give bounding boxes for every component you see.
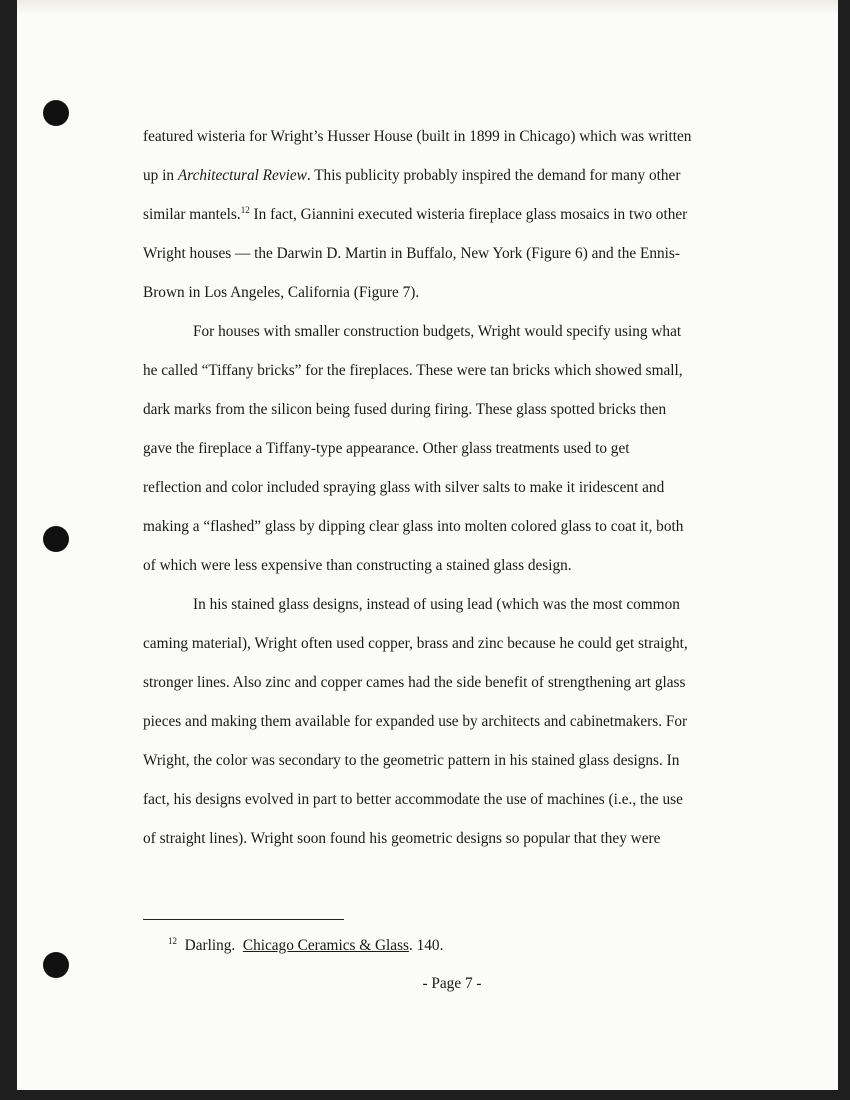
paragraph-first-line: For houses with smaller construction budgets, Wright would specify using what [193, 323, 682, 340]
text-line: of straight lines). Wright soon found his geometric designs so popular that they were [143, 830, 661, 847]
footnote [168, 937, 443, 955]
paragraph-first-line: In his stained glass designs, instead of using lead (which was the most common [193, 596, 680, 613]
body-text [143, 117, 755, 858]
text-line: similar mantels.$^{12}$ In fact, Giannini executed wisteria fireplace glass mosaics in two other [143, 205, 688, 223]
text-line: Brown in Los Angeles, California (Figure 7). [143, 284, 420, 301]
footnote-title: Chicago Ceramics & Glass [242, 937, 409, 954]
text-line: of which were less expensive than constructing a stained glass design. [143, 557, 572, 574]
text-line: fact, his designs evolved in part to better accommodate the use of machines (i.e., the use [143, 791, 683, 808]
text-line: Wright, the color was secondary to the geometric pattern in his stained glass designs. In [143, 752, 680, 769]
text-line: he called “Tiffany bricks” for the fireplaces. These were tan bricks which showed small, [143, 362, 683, 379]
text-line: stronger lines. Also zinc and copper cames had the side benefit of strengthening art glass [143, 674, 686, 691]
footnote-number: 12 [168, 936, 177, 946]
text-line: making a “flashed” glass by dipping clear glass into molten colored glass to coat it, both [143, 518, 684, 535]
scan-edge-shadow [17, 0, 838, 14]
text-line: caming material), Wright often used copper, brass and zinc because he could get straight, [143, 635, 688, 652]
journal-title: Architectural Review [177, 167, 307, 184]
binder-hole-middle [43, 526, 69, 552]
text-line: dark marks from the silicon being fused during firing. These glass spotted bricks then [143, 401, 667, 418]
text-line: featured wisteria for Wright’s Husser House (built in 1899 in Chicago) which was written [143, 128, 692, 145]
footnote-marker: 12 [240, 205, 250, 215]
page-number: - Page 7 - [422, 975, 482, 992]
text-line: up in Architectural Review. This publicity probably inspired the demand for many other [143, 167, 681, 184]
text-line: pieces and making them available for expanded use by architects and cabinetmakers. For [143, 713, 688, 730]
text-line: Wright houses — the Darwin D. Martin in Buffalo, New York (Figure 6) and the Ennis- [143, 245, 680, 262]
text-line: gave the fireplace a Tiffany-type appearance. Other glass treatments used to get [143, 440, 630, 457]
footnote-page: . 140. [408, 937, 444, 954]
footnote-separator [143, 919, 344, 920]
footnote-author: Darling. [184, 937, 236, 954]
binder-hole-top [43, 100, 69, 126]
text-line: reflection and color included spraying glass with silver salts to make it iridescent and [143, 479, 665, 496]
